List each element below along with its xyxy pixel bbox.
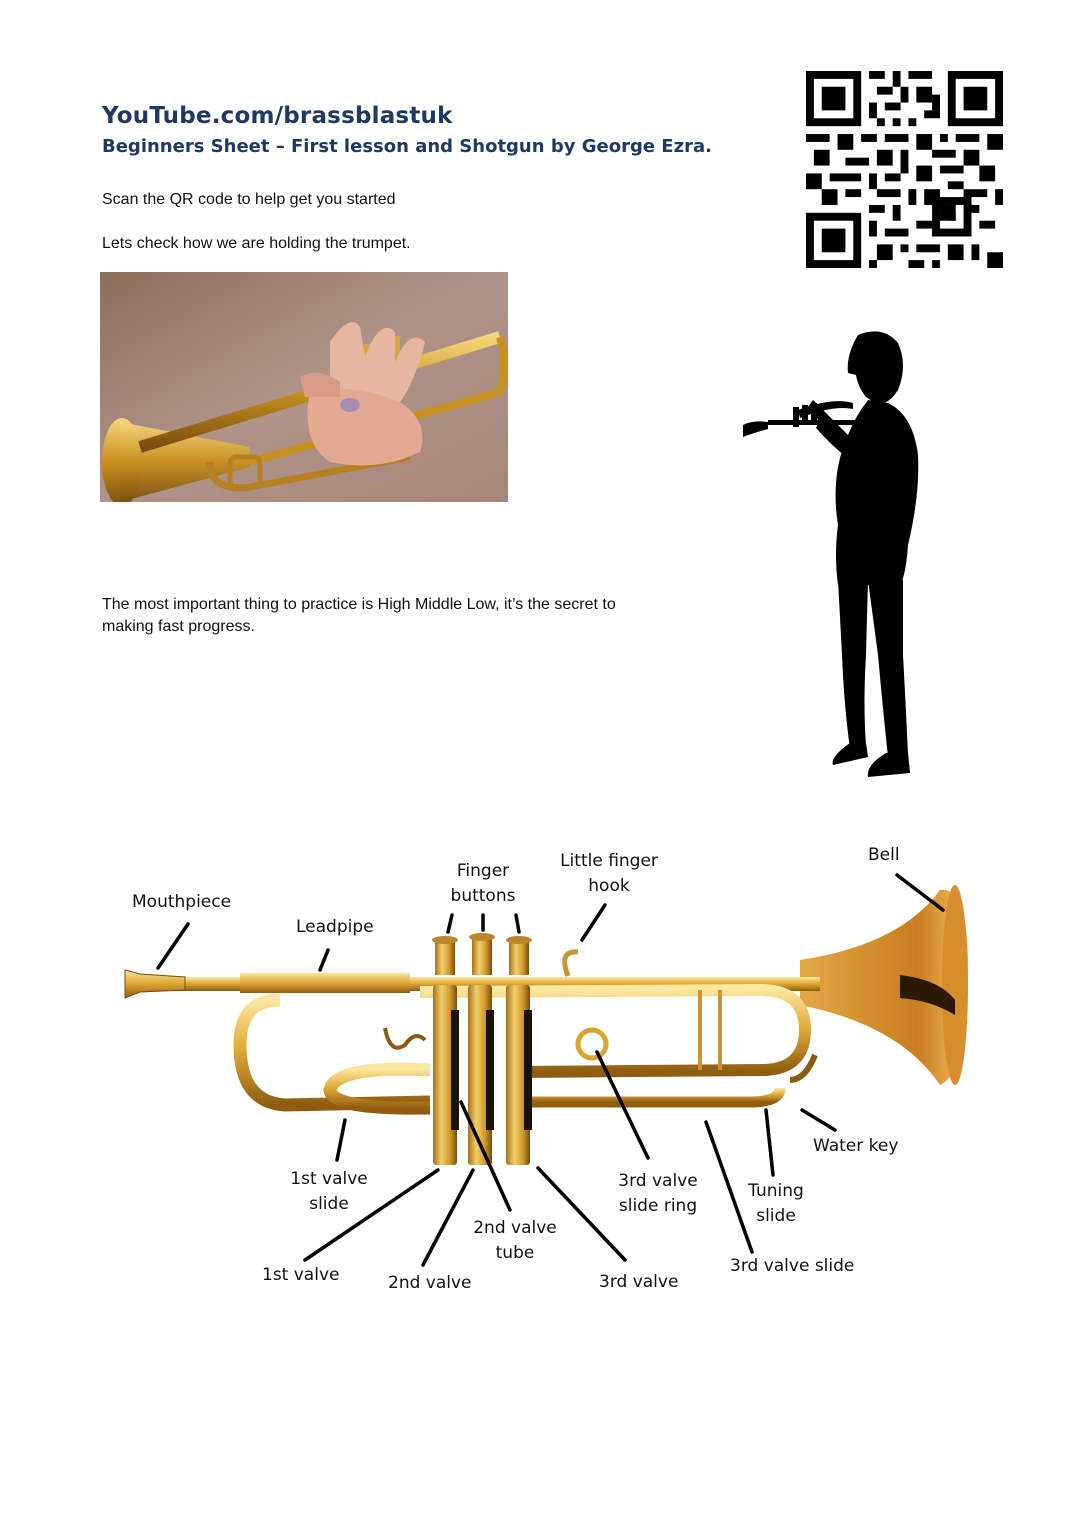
scan-instruction: Scan the QR code to help get you started: [102, 191, 396, 208]
trumpet-body: [125, 885, 968, 1165]
label-3rd-valve-slide: 3rd valve slide: [730, 1256, 855, 1276]
label-3rd-valve: 3rd valve: [599, 1272, 679, 1292]
label-2nd-valve-tube: 2nd valve tube: [473, 1218, 557, 1263]
label-2nd-valve: 2nd valve: [388, 1273, 472, 1293]
label-tuning-slide: Tuning slide: [748, 1181, 804, 1226]
qr-code[interactable]: [806, 71, 1003, 268]
label-little-finger-hook: Little finger hook: [560, 851, 658, 896]
label-1st-valve-slide: 1st valve slide: [290, 1169, 368, 1214]
label-1st-valve: 1st valve: [262, 1265, 340, 1285]
label-bell: Bell: [868, 845, 900, 865]
page-subtitle: Beginners Sheet – First lesson and Shotgun by George Ezra.: [102, 136, 712, 157]
label-water-key: Water key: [813, 1136, 899, 1156]
label-finger-buttons: Finger buttons: [450, 861, 516, 906]
hands-holding-trumpet-photo: [100, 272, 508, 502]
practice-tip-line1: The most important thing to practice is High Middle Low, it’s the secret to: [102, 596, 616, 613]
label-leadpipe: Leadpipe: [296, 917, 374, 937]
holding-instruction: Lets check how we are holding the trumpet.: [102, 235, 411, 252]
label-mouthpiece: Mouthpiece: [132, 892, 232, 912]
trumpet-player-silhouette: [738, 325, 968, 785]
practice-tip-line2: making fast progress.: [102, 618, 255, 635]
page-title: YouTube.com/brassblastuk: [102, 103, 453, 129]
label-3rd-valve-slide-ring: 3rd valve slide ring: [618, 1171, 698, 1216]
